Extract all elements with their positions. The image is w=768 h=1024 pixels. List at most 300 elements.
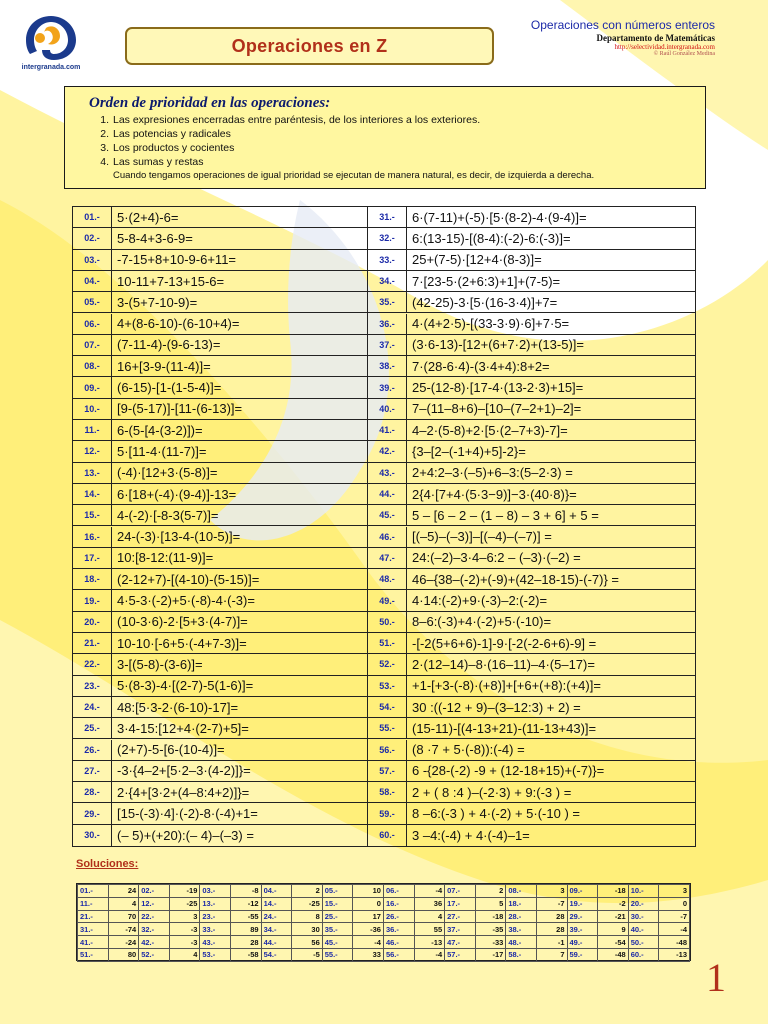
- exercise-expression: 6 -{28-(-2) -9 + (12-18+15)+(-7)}=: [412, 763, 605, 779]
- solution-value: 28: [536, 910, 567, 923]
- solution-number: 21.-: [78, 910, 109, 923]
- exercise-row: [73, 569, 367, 590]
- exercise-expression: 3 –4:(-4) + 4·(-4)–1=: [412, 827, 530, 843]
- solution-number: 54.-: [261, 948, 292, 961]
- solution-value: -54: [598, 936, 629, 949]
- priority-item: [89, 113, 705, 127]
- solution-number: 05.-: [322, 885, 353, 898]
- priority-list: [89, 113, 705, 169]
- solution-number: 50.-: [628, 936, 659, 949]
- solution-number: 41.-: [78, 936, 109, 949]
- solution-value: 28: [536, 923, 567, 936]
- exercise-number: 13.-: [73, 463, 112, 483]
- exercise-expression: 4+(8-6-10)-(6-10+4)=: [117, 316, 240, 332]
- solution-value: 28: [230, 936, 261, 949]
- exercise-number: 17.-: [73, 548, 112, 568]
- exercise-number: 29.-: [73, 803, 112, 823]
- exercise-expression: 16+[3-9-(11-4)]=: [117, 358, 211, 374]
- exercise-row: [73, 740, 367, 761]
- exercise-row: [368, 548, 695, 569]
- solution-number: 35.-: [322, 923, 353, 936]
- solution-value: 8: [292, 910, 323, 923]
- exercise-number: 23.-: [73, 676, 112, 696]
- solution-number: 55.-: [322, 948, 353, 961]
- exercise-number: 48.-: [368, 569, 407, 589]
- exercises-column-right: [367, 207, 695, 846]
- exercise-number: 37.-: [368, 335, 407, 355]
- solution-number: 45.-: [322, 936, 353, 949]
- exercise-expression: (-4)·[12+3·(5-8)]=: [117, 465, 218, 481]
- solution-number: 37.-: [445, 923, 476, 936]
- exercise-number: 56.-: [368, 740, 407, 760]
- exercise-row: [368, 292, 695, 313]
- exercise-number: 07.-: [73, 335, 112, 355]
- solution-value: 4: [414, 910, 445, 923]
- solution-number: 53.-: [200, 948, 231, 961]
- exercise-expression: -[-2(5+6+6)-1]-9·[-2(-2-6+6)-9] =: [412, 635, 597, 651]
- exercise-expression: 25-(12-8)·[17-4·(13-2·3)+15]=: [412, 380, 584, 396]
- priority-rules-box: [64, 86, 706, 189]
- exercise-row: [368, 803, 695, 824]
- exercise-expression: 24-(-3)·[13-4-(10-5)]=: [117, 529, 241, 545]
- exercise-expression: (– 5)+(+20):(– 4)–(–3) =: [117, 827, 254, 843]
- exercise-number: 45.-: [368, 505, 407, 525]
- exercise-number: 27.-: [73, 761, 112, 781]
- exercise-row: [73, 228, 367, 249]
- exercise-expression: 5 – [6 – 2 – (1 – 8) – 3 + 6] + 5 =: [412, 507, 599, 523]
- solution-value: 56: [292, 936, 323, 949]
- exercise-expression: 2 + ( 8 :4 )–(-2·3) + 9:(-3 ) =: [412, 784, 572, 800]
- priority-item-number: 1.: [100, 114, 109, 126]
- solutions-row: [78, 910, 690, 923]
- exercise-number: 30.-: [73, 825, 112, 846]
- solution-number: 57.-: [445, 948, 476, 961]
- solution-value: 30: [292, 923, 323, 936]
- solution-value: 89: [230, 923, 261, 936]
- exercise-number: 18.-: [73, 569, 112, 589]
- exercise-row: [73, 590, 367, 611]
- solution-value: -8: [230, 885, 261, 898]
- page-title-box: [125, 27, 494, 65]
- exercise-expression: 2{4·[7+4·(5·3−9)]−3·(40·8)}=: [412, 486, 577, 502]
- solution-value: 33: [353, 948, 384, 961]
- solution-number: 36.-: [383, 923, 414, 936]
- exercise-number: 05.-: [73, 292, 112, 312]
- solution-number: 44.-: [261, 936, 292, 949]
- exercise-expression: 4-(-2)·[-8-3(5-7)]=: [117, 507, 219, 523]
- exercise-expression: (3·6-13)-[12+(6+7·2)+(13-5)]=: [412, 337, 584, 353]
- solution-number: 29.-: [567, 910, 598, 923]
- solution-number: 42.-: [139, 936, 170, 949]
- solution-number: 10.-: [628, 885, 659, 898]
- exercise-expression: 2·{4+[3·2+(4–8:4+2)]}=: [117, 784, 250, 800]
- exercise-number: 03.-: [73, 250, 112, 270]
- priority-note: Cuando tengamos operaciones de igual prioridad se ejecutan de manera natural, es decir, de izquierda a derecha.: [113, 170, 595, 181]
- solution-value: -7: [659, 910, 690, 923]
- solution-number: 28.-: [506, 910, 537, 923]
- exercise-number: 55.-: [368, 718, 407, 738]
- exercise-row: [73, 654, 367, 675]
- exercise-number: 54.-: [368, 697, 407, 717]
- exercise-row: [73, 441, 367, 462]
- solution-value: -21: [598, 910, 629, 923]
- exercise-number: 39.-: [368, 377, 407, 397]
- exercise-row: [368, 399, 695, 420]
- solution-value: 55: [414, 923, 445, 936]
- header-department: Departamento de Matemáticas: [596, 33, 715, 43]
- exercise-row: [368, 377, 695, 398]
- exercise-number: 34.-: [368, 271, 407, 291]
- exercise-row: [368, 654, 695, 675]
- exercise-expression: (10-3·6)-2·[5+3·(4-7)]=: [117, 614, 248, 630]
- exercise-row: [73, 335, 367, 356]
- exercise-row: [73, 463, 367, 484]
- solution-value: 10: [353, 885, 384, 898]
- solution-number: 20.-: [628, 897, 659, 910]
- solution-value: -18: [598, 885, 629, 898]
- priority-item-number: 3.: [100, 142, 109, 154]
- solution-value: -5: [292, 948, 323, 961]
- exercise-number: 49.-: [368, 590, 407, 610]
- exercise-expression: [9-(5-17)]-[11-(6-13)]=: [117, 401, 243, 417]
- exercise-number: 33.-: [368, 250, 407, 270]
- solution-value: -18: [475, 910, 506, 923]
- solution-number: 16.-: [383, 897, 414, 910]
- exercise-expression: 7·(28-6·4)-(3·4+4):8+2=: [412, 358, 550, 374]
- exercise-expression: (7-11-4)-(9-6-13)=: [117, 337, 221, 353]
- logo-emblem-icon: [16, 12, 86, 64]
- exercise-row: [73, 548, 367, 569]
- exercise-expression: 6·[18+(-4)·(9-4)]-13=: [117, 486, 237, 502]
- exercise-expression: 6-(5-[4-(3-2)])=: [117, 422, 203, 438]
- exercise-row: [73, 356, 367, 377]
- exercise-expression: -7-15+8+10-9-6+11=: [117, 252, 237, 268]
- exercise-number: 53.-: [368, 676, 407, 696]
- exercise-expression: 7–(11–8+6)–[10–(7–2+1)–2]=: [412, 401, 582, 417]
- solution-number: 18.-: [506, 897, 537, 910]
- exercise-expression: 5-8-4+3-6-9=: [117, 230, 193, 246]
- solution-number: 01.-: [78, 885, 109, 898]
- solution-number: 43.-: [200, 936, 231, 949]
- solution-number: 04.-: [261, 885, 292, 898]
- solution-number: 49.-: [567, 936, 598, 949]
- exercise-row: [368, 697, 695, 718]
- exercise-number: 28.-: [73, 782, 112, 802]
- exercise-expression: 6·(7-11)+(-5)·[5·(8-2)-4·(9-4)]=: [412, 209, 587, 225]
- exercise-row: [73, 803, 367, 824]
- exercise-number: 47.-: [368, 548, 407, 568]
- solution-number: 46.-: [383, 936, 414, 949]
- logo-text: intergranada.com: [21, 64, 81, 71]
- exercise-row: [73, 825, 367, 846]
- solution-value: 0: [659, 897, 690, 910]
- exercise-number: 50.-: [368, 612, 407, 632]
- exercise-number: 06.-: [73, 314, 112, 334]
- exercise-row: [368, 718, 695, 739]
- solution-number: 02.-: [139, 885, 170, 898]
- exercise-expression: 10-11+7-13+15-6=: [117, 273, 225, 289]
- solution-value: 5: [475, 897, 506, 910]
- exercise-expression: 2·(12–14)–8·(16–11)–4·(5–17)=: [412, 656, 595, 672]
- exercise-number: 42.-: [368, 441, 407, 461]
- exercise-row: [368, 463, 695, 484]
- exercise-number: 52.-: [368, 654, 407, 674]
- solution-number: 40.-: [628, 923, 659, 936]
- solution-number: 06.-: [383, 885, 414, 898]
- exercise-row: [368, 356, 695, 377]
- exercise-row: [73, 718, 367, 739]
- priority-item-number: 4.: [100, 156, 109, 168]
- solution-number: 59.-: [567, 948, 598, 961]
- exercise-number: 25.-: [73, 718, 112, 738]
- priority-item-text: Las potencias y radicales: [113, 128, 231, 140]
- solution-value: -17: [475, 948, 506, 961]
- exercise-number: 60.-: [368, 825, 407, 846]
- exercise-expression: 3-(5+7-10-9)=: [117, 294, 198, 310]
- priority-item-text: Los productos y cocientes: [113, 142, 235, 154]
- solution-value: -13: [414, 936, 445, 949]
- solution-value: -19: [169, 885, 200, 898]
- exercise-expression: 8–6:(-3)+4·(-2)+5·(-10)=: [412, 614, 552, 630]
- exercise-row: [368, 782, 695, 803]
- priority-item: [89, 127, 705, 141]
- priority-item: [89, 155, 705, 169]
- solution-number: 14.-: [261, 897, 292, 910]
- solution-value: 4: [169, 948, 200, 961]
- exercise-row: [368, 761, 695, 782]
- exercise-row: [368, 441, 695, 462]
- exercise-row: [368, 271, 695, 292]
- header-info: [510, 18, 715, 57]
- exercise-number: 38.-: [368, 356, 407, 376]
- solution-value: -36: [353, 923, 384, 936]
- solution-value: 2: [475, 885, 506, 898]
- solution-value: -3: [169, 936, 200, 949]
- exercise-row: [368, 740, 695, 761]
- exercise-number: 22.-: [73, 654, 112, 674]
- exercise-expression: 4·(4+2·5)-[(33-3·9)·6]+7·5=: [412, 316, 570, 332]
- exercise-expression: 2+4:2–3·(–5)+6–3:(5–2·3) =: [412, 465, 573, 481]
- solution-number: 26.-: [383, 910, 414, 923]
- solution-value: -7: [536, 897, 567, 910]
- solution-number: 48.-: [506, 936, 537, 949]
- exercise-row: [73, 782, 367, 803]
- solution-value: -74: [108, 923, 139, 936]
- solution-number: 39.-: [567, 923, 598, 936]
- solution-value: 3: [169, 910, 200, 923]
- priority-item-number: 2.: [100, 128, 109, 140]
- exercise-row: [368, 420, 695, 441]
- exercise-number: 36.-: [368, 314, 407, 334]
- solution-number: 23.-: [200, 910, 231, 923]
- exercise-number: 12.-: [73, 441, 112, 461]
- solution-number: 03.-: [200, 885, 231, 898]
- exercise-number: 51.-: [368, 633, 407, 653]
- solution-number: 19.-: [567, 897, 598, 910]
- exercise-row: [368, 484, 695, 505]
- exercise-row: [73, 399, 367, 420]
- solution-number: 17.-: [445, 897, 476, 910]
- solution-value: -12: [230, 897, 261, 910]
- exercise-expression: [(–5)–(–3)]–[(–4)–(–7)] =: [412, 529, 552, 545]
- exercise-row: [73, 484, 367, 505]
- solution-value: -48: [659, 936, 690, 949]
- exercise-number: 32.-: [368, 228, 407, 248]
- exercise-expression: 7·[23-5·(2+6:3)+1]+(7-5)=: [412, 273, 561, 289]
- exercise-number: 04.-: [73, 271, 112, 291]
- solution-number: 56.-: [383, 948, 414, 961]
- exercise-number: 21.-: [73, 633, 112, 653]
- exercise-number: 08.-: [73, 356, 112, 376]
- solution-number: 31.-: [78, 923, 109, 936]
- solutions-row: [78, 923, 690, 936]
- solution-number: 22.-: [139, 910, 170, 923]
- exercise-row: [368, 825, 695, 846]
- exercise-row: [73, 505, 367, 526]
- solution-value: 70: [108, 910, 139, 923]
- exercise-expression: 30 :((-12 + 9)–(3–12:3) + 2) =: [412, 699, 581, 715]
- solution-value: 17: [353, 910, 384, 923]
- solution-value: -1: [536, 936, 567, 949]
- solution-number: 30.-: [628, 910, 659, 923]
- exercise-number: 58.-: [368, 782, 407, 802]
- solutions-row: [78, 885, 690, 898]
- exercise-row: [368, 612, 695, 633]
- exercise-number: 41.-: [368, 420, 407, 440]
- solutions-label: Soluciones:: [76, 858, 139, 870]
- exercise-number: 46.-: [368, 527, 407, 547]
- exercise-expression: 5·(2+4)-6=: [117, 209, 179, 225]
- exercise-row: [73, 271, 367, 292]
- exercise-number: 26.-: [73, 740, 112, 760]
- header-url[interactable]: http://selectividad.intergranada.com: [614, 43, 715, 51]
- solution-value: 7: [536, 948, 567, 961]
- exercise-number: 19.-: [73, 590, 112, 610]
- exercise-row: [73, 697, 367, 718]
- priority-item: [89, 141, 705, 155]
- exercise-number: 57.-: [368, 761, 407, 781]
- solutions-row: [78, 936, 690, 949]
- exercises-column-left: [73, 207, 367, 846]
- solution-value: -58: [230, 948, 261, 961]
- exercise-row: [73, 292, 367, 313]
- solutions-table: [76, 883, 691, 961]
- exercise-row: [368, 590, 695, 611]
- priority-title: Orden de prioridad en las operaciones:: [89, 95, 331, 111]
- solution-number: 25.-: [322, 910, 353, 923]
- exercise-number: 43.-: [368, 463, 407, 483]
- page-number: 1: [706, 955, 726, 1000]
- exercise-expression: 10:[8-12:(11-9)]=: [117, 550, 214, 566]
- solution-value: -13: [659, 948, 690, 961]
- exercise-expression: +1-[+3-(-8)·(+8)]+[+6+(+8):(+4)]=: [412, 678, 601, 694]
- exercise-row: [368, 314, 695, 335]
- exercise-number: 16.-: [73, 527, 112, 547]
- header-author: © Raúl González Medina: [653, 51, 715, 57]
- solution-number: 58.-: [506, 948, 537, 961]
- exercise-number: 09.-: [73, 377, 112, 397]
- exercise-expression: 10-10·[-6+5·(-4+7-3)]=: [117, 635, 247, 651]
- exercise-row: [73, 420, 367, 441]
- exercise-row: [73, 633, 367, 654]
- exercise-number: 15.-: [73, 505, 112, 525]
- exercise-number: 20.-: [73, 612, 112, 632]
- solution-value: 9: [598, 923, 629, 936]
- solution-number: 34.-: [261, 923, 292, 936]
- solution-number: 24.-: [261, 910, 292, 923]
- priority-item-text: Las expresiones encerradas entre paréntesis, de los interiores a los exteriores.: [113, 114, 481, 126]
- solution-number: 08.-: [506, 885, 537, 898]
- exercise-expression: (15-11)-[(4-13+21)-(11-13+43)]=: [412, 720, 597, 736]
- exercise-expression: 3·4-15:[12+4·(2-7)+5]=: [117, 720, 249, 736]
- exercise-expression: -3·{4–2+[5·2–3·(4-2)]}=: [117, 763, 251, 779]
- exercise-expression: 25+(7-5)·[12+4·(8-3)]=: [412, 252, 542, 268]
- solution-value: -48: [598, 948, 629, 961]
- exercise-expression: 48:[5·3-2·(6-10)-17]=: [117, 699, 239, 715]
- exercise-row: [368, 250, 695, 271]
- solution-value: -2: [598, 897, 629, 910]
- solution-value: 36: [414, 897, 445, 910]
- solution-value: 2: [292, 885, 323, 898]
- exercise-number: 59.-: [368, 803, 407, 823]
- exercise-row: [73, 377, 367, 398]
- exercise-row: [73, 207, 367, 228]
- solution-number: 27.-: [445, 910, 476, 923]
- exercise-expression: 5·[11-4·(11-7)]=: [117, 443, 207, 459]
- exercise-expression: {3–[2–(-1+4)+5]-2}=: [412, 443, 526, 459]
- exercise-number: 24.-: [73, 697, 112, 717]
- exercise-row: [73, 612, 367, 633]
- solution-value: -4: [659, 923, 690, 936]
- solution-value: -4: [414, 885, 445, 898]
- exercise-number: 01.-: [73, 207, 112, 227]
- solution-value: -4: [414, 948, 445, 961]
- exercise-row: [73, 250, 367, 271]
- solution-value: -35: [475, 923, 506, 936]
- solution-number: 60.-: [628, 948, 659, 961]
- exercise-row: [73, 676, 367, 697]
- solution-number: 07.-: [445, 885, 476, 898]
- exercise-expression: (42-25)-3·[5·(16-3·4)]+7=: [412, 294, 558, 310]
- exercise-number: 35.-: [368, 292, 407, 312]
- exercise-number: 44.-: [368, 484, 407, 504]
- exercise-row: [73, 527, 367, 548]
- exercise-expression: 4–2·(5-8)+2·[5·(2–7+3)-7]=: [412, 422, 568, 438]
- exercise-expression: 5·(8-3)-4·[(2-7)-5(1-6)]=: [117, 678, 254, 694]
- intergranada-logo: [16, 12, 86, 74]
- exercise-expression: (2-12+7)-[(4-10)-(5-15)]=: [117, 571, 260, 587]
- exercise-row: [368, 207, 695, 228]
- exercise-expression: (2+7)-5-[6-(10-4)]=: [117, 742, 225, 758]
- solution-value: 3: [659, 885, 690, 898]
- solutions-row: [78, 948, 690, 961]
- solution-value: 4: [108, 897, 139, 910]
- solution-value: 24: [108, 885, 139, 898]
- priority-item-text: Las sumas y restas: [113, 156, 204, 168]
- solution-number: 51.-: [78, 948, 109, 961]
- solution-number: 11.-: [78, 897, 109, 910]
- exercise-expression: 8 –6:(-3 ) + 4·(-2) + 5·(-10 ) =: [412, 806, 580, 822]
- exercise-expression: [15-(-3)·4]·(-2)-8·(-4)+1=: [117, 806, 258, 822]
- exercise-row: [73, 314, 367, 335]
- exercise-expression: 4·14:(-2)+9·(-3)–2:(-2)=: [412, 593, 548, 609]
- exercise-number: 14.-: [73, 484, 112, 504]
- exercise-number: 02.-: [73, 228, 112, 248]
- solution-value: 80: [108, 948, 139, 961]
- solution-value: -4: [353, 936, 384, 949]
- exercise-row: [368, 676, 695, 697]
- exercises-table: [72, 206, 696, 847]
